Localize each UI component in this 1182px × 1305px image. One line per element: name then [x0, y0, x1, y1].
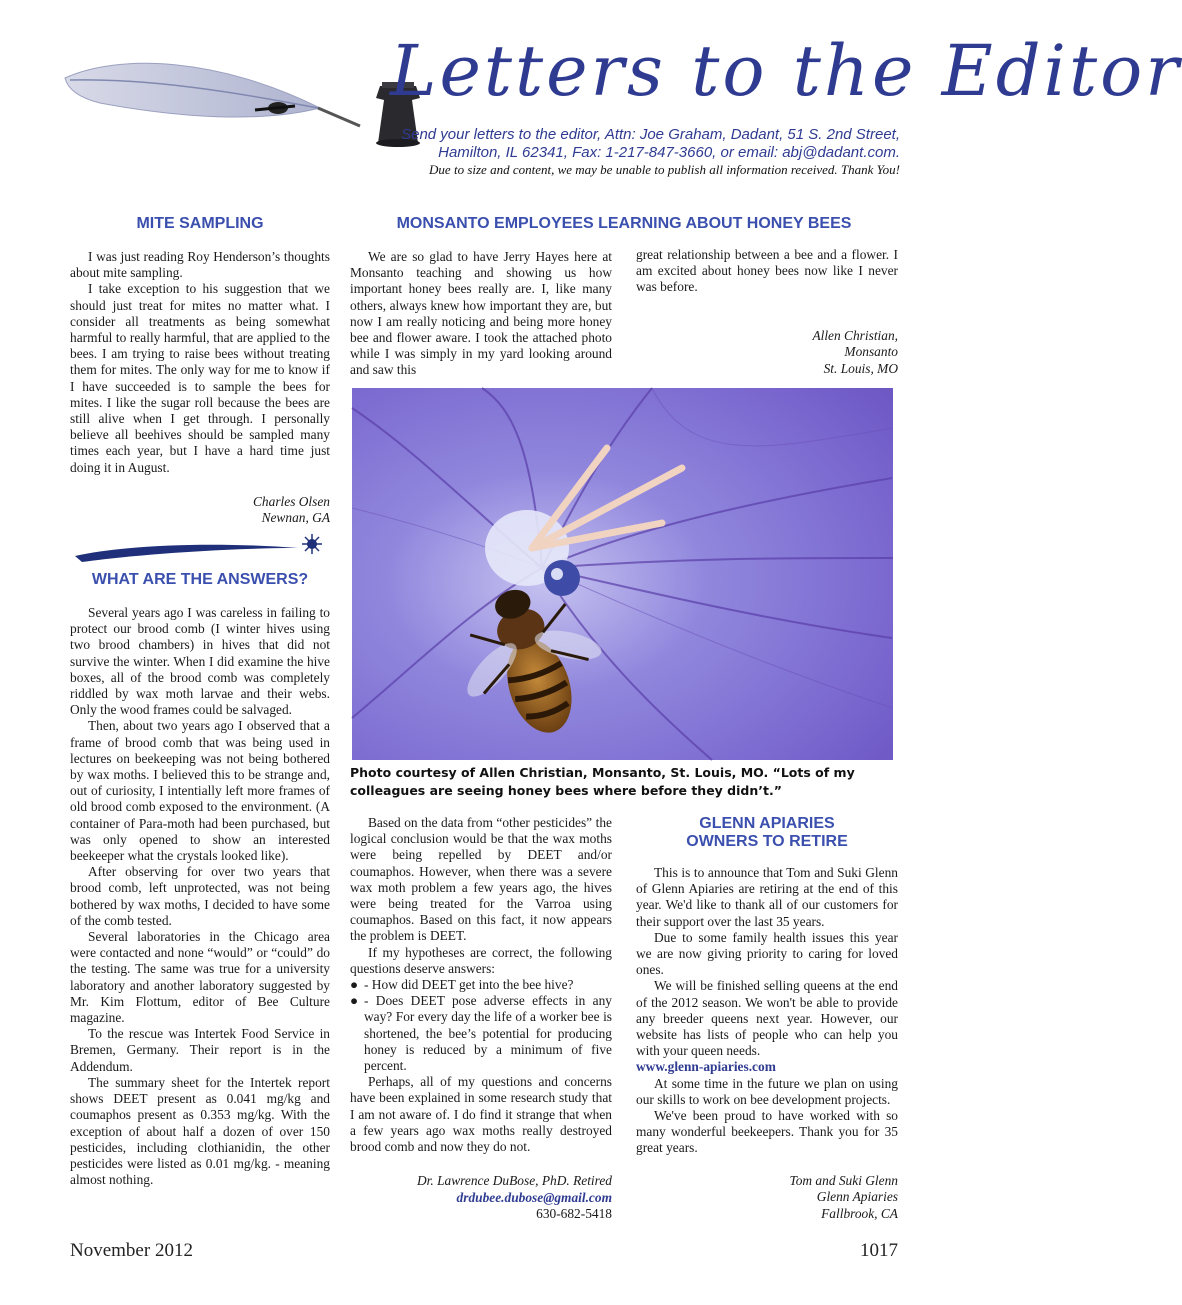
paragraph: Due to some family health issues this year we are now giving priority to caring for loved ones. [636, 929, 898, 978]
glenn-signature [636, 1173, 898, 1223]
monsanto-letter-column-2 [636, 247, 898, 377]
monsanto-heading: MONSANTO EMPLOYEES LEARNING ABOUT HONEY BEES [396, 215, 852, 232]
submission-address-line-1: Send your letters to the editor, Attn: Joe Graham, Dadant, 51 S. 2nd Street, [401, 126, 900, 143]
author-phone: 630-682-5418 [536, 1206, 612, 1222]
paragraph: Based on the data from “other pesticides” the logical conclusion would be that the wax moths were being repelled by DEET and/or coumaphos. However, when there was a severe wax moth problem a few years ago, the hives were being treated for the Varroa using coumaphos. Based on this fact, it now appears the problem is DEET. [350, 815, 612, 944]
monsanto-signature [636, 328, 898, 378]
paragraph: great relationship between a bee and a flower. I am excited about honey bees now like I never was before. [636, 247, 898, 295]
bee-on-flower-photo [352, 388, 893, 760]
question-bullet [350, 993, 612, 1074]
paragraph: To the rescue was Intertek Food Service in Bremen, Germany. Their report is in the Addendum. [70, 1026, 330, 1074]
answers-heading: WHAT ARE THE ANSWERS? [91, 571, 309, 588]
paragraph: Several laboratories in the Chicago area were contacted and none “would” or “could” do the testing. The same was true for a university laboratory and another laboratory suggested by Mr. Kim Flottum, editor of Bee Culture magazine. [70, 929, 330, 1026]
bullet-glyph: ● [350, 993, 359, 1009]
author-location: Fallbrook, CA [821, 1205, 898, 1221]
mite-sampling-heading: MITE SAMPLING [136, 215, 264, 232]
paragraph: I was just reading Roy Henderson’s thoughts about mite sampling. [70, 249, 330, 281]
glenn-heading-line-2: OWNERS TO RETIRE [686, 833, 848, 850]
paragraph: We are so glad to have Jerry Hayes here at Monsanto teaching and showing us how important honey bees really are. I, like many others, always knew how important they are, but now I am really noticing and being more honey bee and flower aware. I took the attached photo while I was simply in my yard looking around and saw this [350, 249, 612, 378]
glenn-heading [636, 815, 898, 851]
paragraph: This is to announce that Tom and Suki Glenn of Glenn Apiaries are retiring at the end of this year. We'd like to thank all of our customers for their support over the last 35 years. [636, 865, 898, 929]
paragraph: Then, about two years ago I observed that a frame of brood comb that was being used in lectures on beekeeping was not being bothered by wax moths. I believed this to be strange and, out of curiosity, I intentially left more frames of old brood comb exposed to the environment. (A container of Para-moth had been purchased, but was only opened to show an interested beekeeper what the crystals looked like). [70, 718, 330, 864]
bullet-glyph: ● [350, 977, 359, 993]
author-location: Newnan, GA [261, 510, 330, 526]
question-bullet [350, 977, 612, 993]
page-number: 1017 [860, 1240, 898, 1261]
author-name: Allen Christian, [812, 327, 898, 343]
photo-caption: Photo courtesy of Allen Christian, Monsanto, St. Louis, MO. “Lots of my colleagues are seeing honey bees where before they didn’t.” [350, 765, 855, 798]
author-organization: Monsanto [844, 344, 898, 360]
answers-letter-column-2 [350, 815, 612, 1223]
author-name: Tom and Suki Glenn [789, 1172, 898, 1188]
glenn-heading-line-1: GLENN APIARIES [699, 815, 835, 832]
issue-date: November 2012 [70, 1240, 193, 1261]
glenn-announcement [636, 865, 898, 1222]
paragraph: We will be finished selling queens at the end of the 2012 season. We won't be able to provide any breeder queens next year. However, our website has lists of people who can help you with your queen needs. [636, 978, 898, 1059]
paragraph: The summary sheet for the Intertek report shows DEET present as 0.041 mg/kg and coumaphos present as 0.353 mg/kg. With the exception of about half a dozen of over 150 pesticides, including clothianidin, the other pesticides were listed as 0.01 mg/kg. - meaning almost nothing. [70, 1074, 330, 1188]
ink-swoosh-divider [70, 530, 332, 570]
paragraph: At some time in the future we plan on using our skills to work on bee development projects. [636, 1075, 898, 1107]
answers-signature [350, 1173, 612, 1223]
masthead-title: Letters to the Editor [390, 30, 1182, 112]
paragraph: Perhaps, all of my questions and concerns have been explained in some research study that I am not aware of. I do find it strange that when a few years ago wax moths really destroyed brood comb and now they do not. [350, 1074, 612, 1155]
bee-on-bellflower-illustration [352, 388, 893, 760]
author-email-link[interactable]: drdubee.dubose@gmail.com [456, 1189, 612, 1205]
bullet-text: - How did DEET get into the bee hive? [364, 977, 574, 993]
author-location: St. Louis, MO [823, 360, 898, 376]
masthead [60, 30, 1182, 190]
paragraph: We've been proud to have worked with so many wonderful beekeepers. Thank you for 35 great years. [636, 1108, 898, 1156]
author-organization: Glenn Apiaries [816, 1189, 898, 1205]
answers-letter-column-1 [70, 605, 330, 1188]
paragraph: I take exception to his suggestion that we should just treat for mites no matter what. I consider all treatments as being somewhat harmful to really harmful, that are applied to the bees. I am trying to raise bees without treating them for mites. The only way for me to know if I have succeeded is to sample the bees for mites. I like the sugar roll because the bees are still alive when I get through. I personally believe all beehives should be sampled many times each year, but I have a hard time just doing it in August. [70, 281, 330, 475]
paragraph: If my hypotheses are correct, the following questions deserve answers: [350, 944, 612, 976]
author-name: Dr. Lawrence DuBose, PhD. Retired [417, 1173, 612, 1189]
paragraph: Several years ago I was careless in failing to protect our brood comb (I winter hives using two brood chambers) in hives that did not survive the winter. When I did examine the hive boxes, all of the brood comb was completely riddled by wax moth larvae and their webs. Only the wood frames could be salvaged. [70, 605, 330, 718]
bullet-text: - Does DEET pose adverse effects in any way? For every day the life of a worker bee is shortened, the bee’s potential for producing honey is reduced by a minimum of five percent. [364, 993, 612, 1074]
paragraph: After observing for over two years that brood comb, left unprotected, was not being bothered by wax moths, I decided to have some of the comb tested. [70, 864, 330, 928]
monsanto-letter-column-1 [350, 249, 612, 379]
mite-sampling-letter [70, 249, 330, 527]
mite-sampling-signature [70, 494, 330, 527]
publication-disclaimer: Due to size and content, we may be unable to publish all information received. Thank You! [429, 162, 900, 177]
submission-address-line-2: Hamilton, IL 62341, Fax: 1-217-847-3660, or email: abj@dadant.com. [438, 144, 900, 161]
glenn-website-link[interactable]: www.glenn-apiaries.com [636, 1059, 776, 1075]
author-name: Charles Olsen [253, 493, 330, 509]
